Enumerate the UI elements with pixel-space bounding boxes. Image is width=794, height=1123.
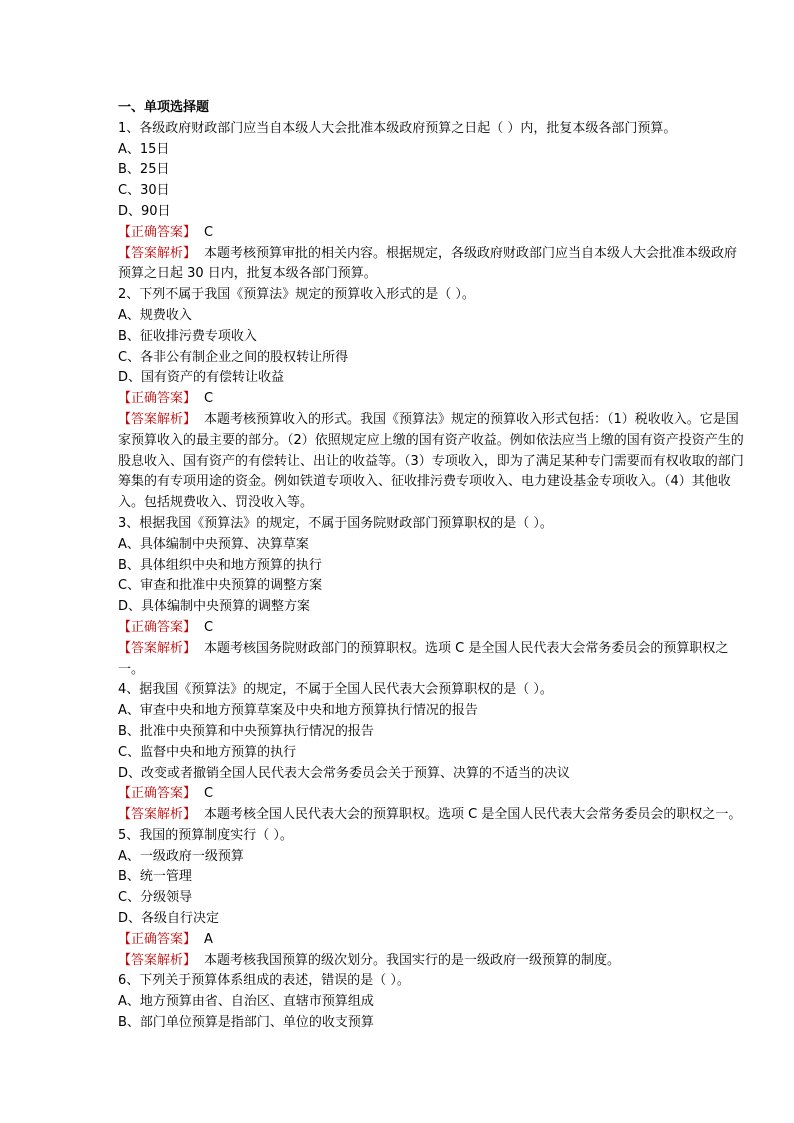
question-5 [118,826,748,972]
option-c: C、监督中央和地方预算的执行 [118,744,297,760]
option-b: B、批准中央预算和中央预算执行情况的报告 [118,723,374,739]
analysis-row [118,951,748,972]
option-d: D、具体编制中央预算的调整方案 [118,599,311,615]
question-stem: 6、下列关于预算体系组成的表述，错误的是（ ）。 [118,973,410,989]
correct-answer-row [118,784,748,805]
section-title: 一、单项选择题 [118,100,210,115]
option-b: B、统一管理 [118,869,192,885]
option-a: A、地方预算由省、自治区、直辖市预算组成 [118,994,374,1010]
option-c: C、审查和批准中央预算的调整方案 [118,578,323,594]
correct-answer-value: C [204,619,214,635]
option-c: C、各非公有制企业之间的股权转让所得 [118,349,349,365]
option-a: A、规费收入 [118,307,192,323]
correct-answer-value: C [204,786,214,802]
question-4 [118,680,748,826]
question-stem: 1、各级政府财政部门应当自本级人大会批准本级政府预算之日起（ ）内，批复本级各部门预算。 [118,120,677,136]
analysis-text: 本题考核预算收入的形式。我国《预算法》规定的预算收入形式包括：（1）税收收入。它是国家预算收入的最主要的部分。（2）依照规定应上缴的国有资产收益。例如依法应当上缴的国有资产投资产生的股息收入、国有资产的有偿转让、出让的收益等。（3）专项收入，即为了满足某种专门需要而有权收取的部门筹集的有专项用途的资金。例如铁道专项收入、征收排污费专项收入、电力建设基金专项收入。（4）其他收入。包括规费收入、罚没收入等。 [118,411,744,511]
option-a: A、具体编制中央预算、决算草案 [118,536,309,552]
analysis-label: 【答案解析】 [118,640,197,656]
option-d: D、各级自行决定 [118,911,220,927]
option-b: B、25日 [118,162,170,178]
analysis-text: 本题考核预算审批的相关内容。根据规定，各级政府财政部门应当自本级人大会批准本级政府预算之日起 30 日内，批复本级各部门预算。 [118,245,738,282]
option-a: A、一级政府一级预算 [118,848,244,864]
analysis-label: 【答案解析】 [118,411,197,427]
analysis-label: 【答案解析】 [118,807,197,823]
analysis-row [118,244,748,286]
question-3 [118,514,748,680]
option-a: A、审查中央和地方预算草案及中央和地方预算执行情况的报告 [118,703,478,719]
option-c: C、30日 [118,183,170,199]
correct-answer-value: C [204,391,214,407]
correct-answer-label: 【正确答案】 [118,391,197,407]
analysis-label: 【答案解析】 [118,952,197,968]
analysis-label: 【答案解析】 [118,245,197,261]
option-b: B、征收排污费专项收入 [118,328,257,344]
analysis-row [118,805,748,826]
analysis-row [118,410,748,514]
correct-answer-label: 【正确答案】 [118,619,197,635]
correct-answer-row [118,389,748,410]
correct-answer-label: 【正确答案】 [118,931,197,947]
analysis-text: 本题考核全国人民代表大会的预算职权。选项 C 是全国人民代表大会常务委员会的职权之一。 [204,807,742,823]
analysis-text: 本题考核国务院财政部门的预算职权。选项 C 是全国人民代表大会常务委员会的预算职权之一。 [118,640,729,677]
question-6 [118,971,748,1033]
analysis-text: 本题考核我国预算的级次划分。我国实行的是一级政府一级预算的制度。 [204,952,621,968]
correct-answer-label: 【正确答案】 [118,786,197,802]
option-d: D、90日 [118,203,171,219]
option-c: C、分级领导 [118,890,193,906]
option-b: B、部门单位预算是指部门、单位的收支预算 [118,1015,374,1031]
correct-answer-value: C [204,224,214,240]
option-d: D、国有资产的有偿转让收益 [118,370,285,386]
question-stem: 3、根据我国《预算法》的规定，不属于国务院财政部门预算职权的是（ ）。 [118,515,553,531]
question-stem: 5、我国的预算制度实行（ ）。 [118,827,293,843]
question-1 [118,119,748,285]
correct-answer-label: 【正确答案】 [118,224,197,240]
question-stem: 2、下列不属于我国《预算法》规定的预算收入形式的是（ ）。 [118,287,475,303]
option-d: D、改变或者撤销全国人民代表大会常务委员会关于预算、决算的不适当的决议 [118,765,571,781]
analysis-row [118,639,748,681]
correct-answer-row [118,223,748,244]
correct-answer-row [118,930,748,951]
correct-answer-row [118,618,748,639]
document-page [118,98,748,1034]
question-2 [118,285,748,514]
option-b: B、具体组织中央和地方预算的执行 [118,557,322,573]
option-a: A、15日 [118,141,170,157]
correct-answer-value: A [204,931,213,947]
question-stem: 4、据我国《预算法》的规定，不属于全国人民代表大会预算职权的是（ ）。 [118,682,553,698]
